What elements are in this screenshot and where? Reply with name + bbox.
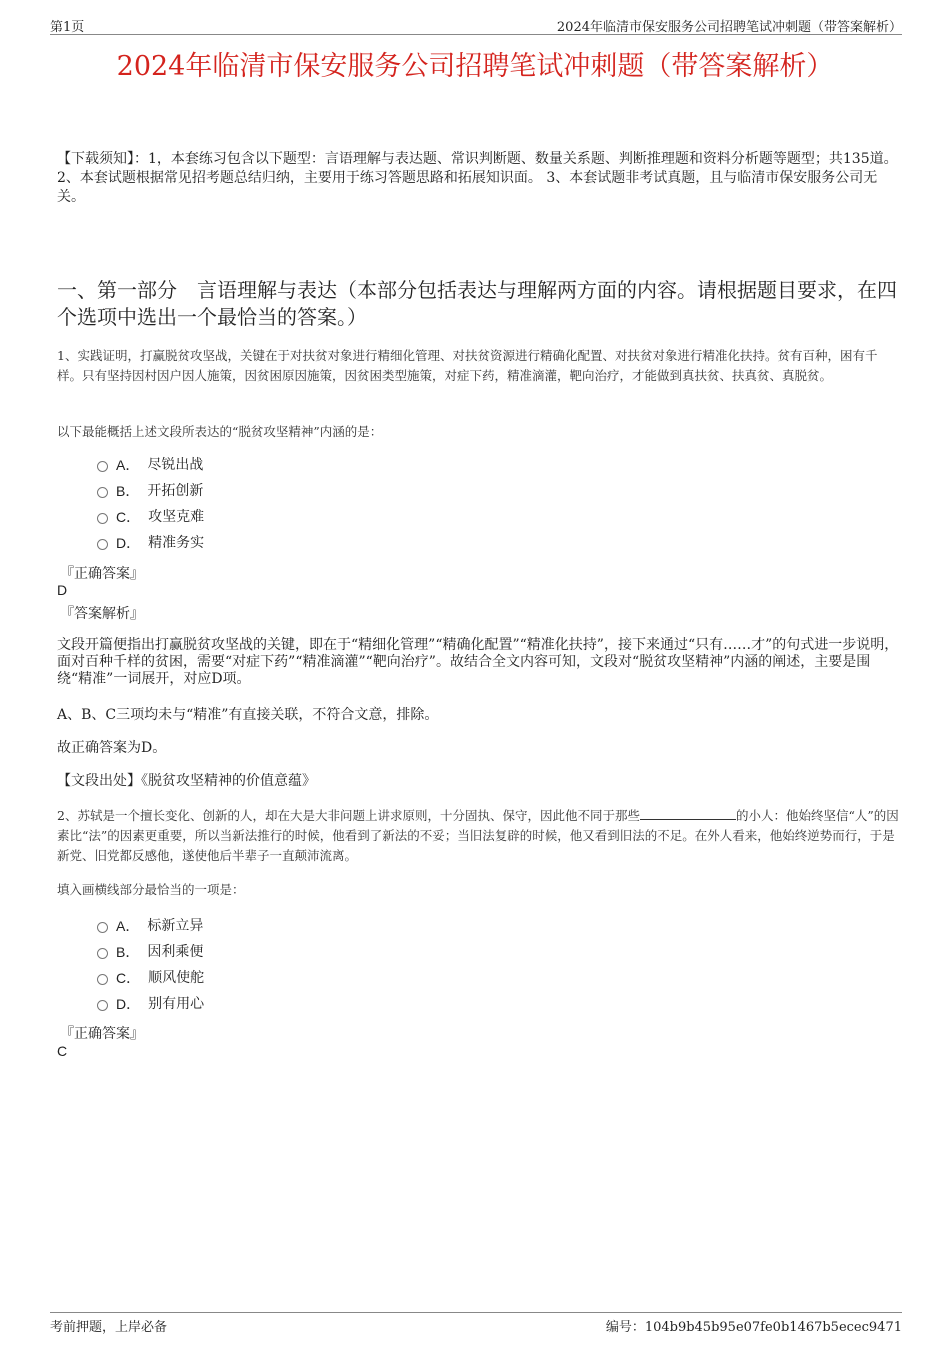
q1-source: 【文段出处】《脱贫攻坚精神的价值意蕴》: [57, 773, 316, 789]
radio-icon[interactable]: [97, 948, 108, 959]
q2-prompt: 填入画横线部分最恰当的一项是：: [57, 882, 245, 897]
q2-options: [97, 913, 204, 1017]
footer-slogan: 考前押题，上岸必备: [50, 1320, 168, 1335]
q2-answer: C: [57, 1043, 68, 1059]
radio-icon[interactable]: [97, 922, 108, 933]
q2-answer-label: 『正确答案』: [60, 1026, 144, 1042]
q2-option-b[interactable]: B． 因利乘便: [97, 939, 204, 965]
q1-analysis-label: 『答案解析』: [60, 606, 144, 622]
q1-option-d[interactable]: D． 精准务实: [97, 530, 204, 556]
page-header: [50, 14, 902, 35]
fill-blank: [640, 807, 736, 820]
q1-option-c[interactable]: C． 攻坚克难: [97, 504, 204, 530]
page-number: 第1页: [50, 20, 85, 35]
q2-option-d[interactable]: D． 别有用心: [97, 991, 204, 1017]
footer-doc-id: 编号：104b9b45b95e07fe0b1467b5ecec9471: [605, 1320, 902, 1335]
radio-icon[interactable]: [97, 539, 108, 550]
q1-analysis-3: 故正确答案为D。: [57, 740, 167, 756]
q1-analysis-2: A、B、C三项均未与“精准”有直接关联，不符合文意，排除。: [57, 707, 439, 723]
q1-option-b[interactable]: B． 开拓创新: [97, 478, 204, 504]
page-footer: [50, 1312, 902, 1333]
q1-analysis-1: 文段开篇便指出打赢脱贫攻坚战的关键，即在于“精细化管理”“精确化配置”“精准化扶持”，接下来通过“只有……才”的句式进一步说明，面对百种千样的贫困，需要“对症下药”“精准滴灌”“靶向治疗”。故结合全文内容可知，文段对“脱贫攻坚精神”内涵的阐述，主要是围绕“精准”一词展开，对应D项。: [57, 637, 899, 687]
q2-option-c[interactable]: C． 顺风使舵: [97, 965, 204, 991]
document-title: 2024年临清市保安服务公司招聘笔试冲刺题（带答案解析）: [116, 51, 834, 82]
q1-answer-label: 『正确答案』: [60, 566, 144, 582]
q1-option-a[interactable]: A． 尽锐出战: [97, 452, 204, 478]
q2-text: 2、苏轼是一个擅长变化、创新的人，却在大是大非问题上讲求原则，十分固执、保守，因此他不同于那些 的小人：他始终坚信“人”的因素比“法”的因素更重要，所以当新法推行的时候，他看到了新法的不妥；当旧法复辟的时候，他又看到旧法的不足。在外人看来，他始终逆势而行，于是新党、旧党都反感他，遂使他后半辈子一直颠沛流离。: [57, 808, 899, 863]
q1-prompt: 以下最能概括上述文段所表达的“脱贫攻坚精神”内涵的是：: [57, 424, 383, 439]
section-heading: 一、第一部分 言语理解与表达（本部分包括表达与理解两方面的内容。请根据题目要求，在四个选项中选出一个最恰当的答案。）: [57, 278, 897, 329]
radio-icon[interactable]: [97, 1000, 108, 1011]
radio-icon[interactable]: [97, 461, 108, 472]
download-notice: 【下载须知】：1，本套练习包含以下题型：言语理解与表达题、常识判断题、数量关系题、判断推理题和资料分析题等题型；共135道。 2、本套试题根据常见招考题总结归纳，主要用于练习答题思路和拓展知识面。 3、本套试题非考试真题，且与临清市保安服务公司无关。: [57, 151, 898, 205]
header-doc-title: 2024年临清市保安服务公司招聘笔试冲刺题（带答案解析）: [556, 20, 902, 35]
radio-icon[interactable]: [97, 974, 108, 985]
q1-text: 1、实践证明，打赢脱贫攻坚战，关键在于对扶贫对象进行精细化管理、对扶贫资源进行精确化配置、对扶贫对象进行精准化扶持。贫有百种，困有千样。只有坚持因村因户因人施策，因贫困原因施策，因贫困类型施策，对症下药，精准滴灌，靶向治疗，才能做到真扶贫、扶真贫、真脱贫。: [57, 348, 878, 383]
radio-icon[interactable]: [97, 513, 108, 524]
q1-answer: D: [57, 582, 68, 598]
q2-option-a[interactable]: A． 标新立异: [97, 913, 204, 939]
radio-icon[interactable]: [97, 487, 108, 498]
q1-options: [97, 452, 204, 556]
